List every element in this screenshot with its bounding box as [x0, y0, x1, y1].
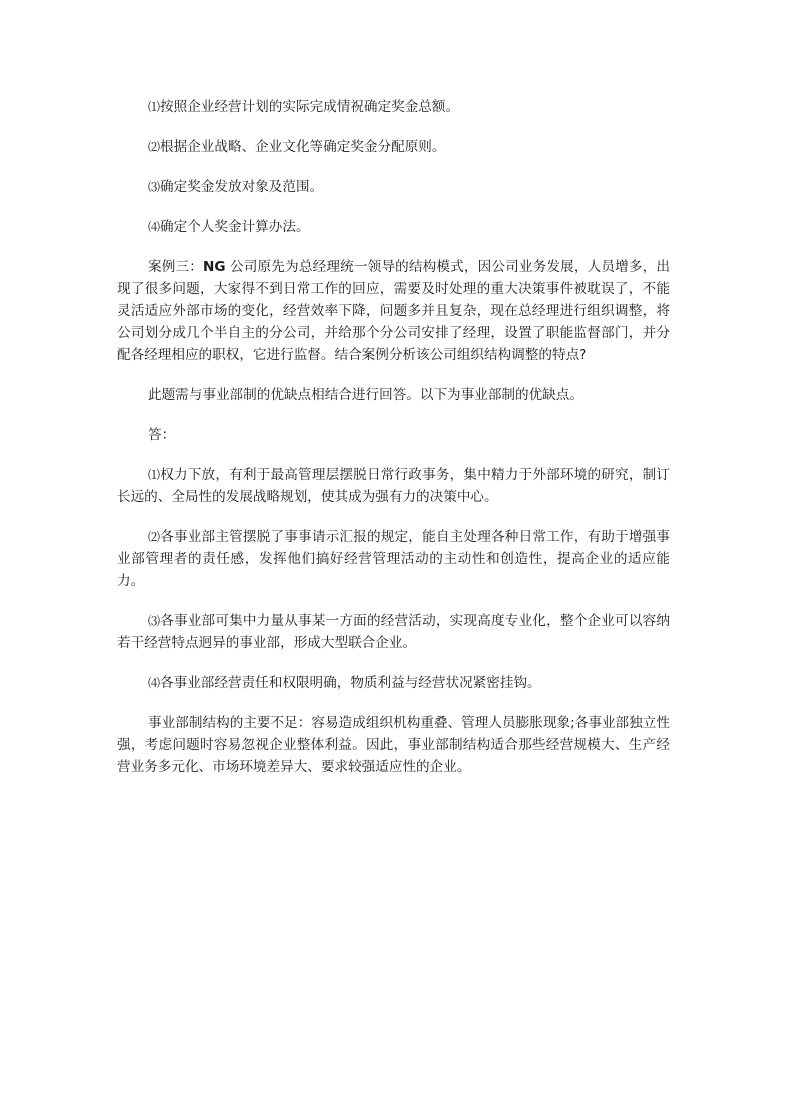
item-text: 根据企业战略、企业文化等确定奖金分配原则。 — [160, 139, 446, 155]
answer-item-1 — [117, 464, 670, 508]
answer-item-3 — [117, 610, 670, 654]
intro-item-2 — [117, 136, 670, 158]
answer-label: 答： — [148, 427, 176, 443]
case-question — [117, 256, 670, 366]
item-text: 确定奖金发放对象及范围。 — [160, 179, 324, 195]
intro-item-3 — [117, 176, 670, 198]
item-number: ⑴ — [148, 468, 161, 482]
item-text: 各事业部经营责任和权限明确，物质利益与经营状况紧密挂钩。 — [160, 675, 541, 691]
answer-hint: 此题需与事业部制的优缺点相结合进行回答。以下为事业部制的优缺点。 — [148, 387, 583, 403]
item-text: 各事业部可集中力量从事某一方面的经营活动，实现高度专业化，整个企业可以容纳若干经营特点迥异的事业部，形成大型联合企业。 — [117, 613, 670, 651]
item-number: ⑷ — [148, 220, 161, 234]
item-number: ⑶ — [148, 180, 161, 194]
conclusion: 事业部制结构的主要不足：容易造成组织机构重叠、管理人员膨胀现象;各事业部独立性强，考虑问题时容易忽视企业整体利益。因此，事业部制结构适合那些经营规模大、生产经营业务多元化、市场环境差异大、要求较强适应性的企业。 — [117, 715, 670, 775]
case-text: 公司原先为总经理统一领导的结构模式，因公司业务发展，人员增多，出现了很多问题，大家得不到日常工作的回应，需要及时处理的重大决策事件被耽误了，不能灵活适应外部市场的变化，经营效率下降，问题多并且复杂，现在总经理进行组织调整，将公司划分成几个半自主的分公司，并给那个分公司安排了经理，设置了职能监督部门，并分配各经理相应的职权，它进行监督。结合案例分析该公司组织结构调整的特点? — [117, 259, 670, 363]
item-number: ⑵ — [148, 140, 161, 154]
item-text: 权力下放，有利于最高管理层摆脱日常行政事务，集中精力于外部环境的研究，制订长远的、全局性的发展战略规划，使其成为强有力的决策中心。 — [117, 467, 670, 505]
document-page — [117, 96, 670, 796]
item-number: ⑴ — [148, 100, 161, 114]
case-company: NG — [203, 259, 226, 275]
item-text: 按照企业经营计划的实际完成情祝确定奖金总额。 — [160, 99, 460, 115]
answer-item-2 — [117, 526, 670, 592]
item-text: 确定个人奖金计算办法。 — [160, 219, 310, 235]
item-number: ⑷ — [148, 676, 161, 690]
case-label: 案例三： — [148, 259, 204, 275]
item-number: ⑶ — [148, 614, 161, 628]
intro-item-4 — [117, 216, 670, 238]
item-text: 各事业部主管摆脱了事事请示汇报的规定，能自主处理各种日常工作，有助于增强事业部管理者的责任感，发挥他们搞好经营管理活动的主动性和创造性，提高企业的适应能力。 — [117, 529, 670, 589]
item-number: ⑵ — [148, 530, 161, 544]
intro-item-1 — [117, 96, 670, 118]
answer-item-4 — [117, 672, 670, 694]
